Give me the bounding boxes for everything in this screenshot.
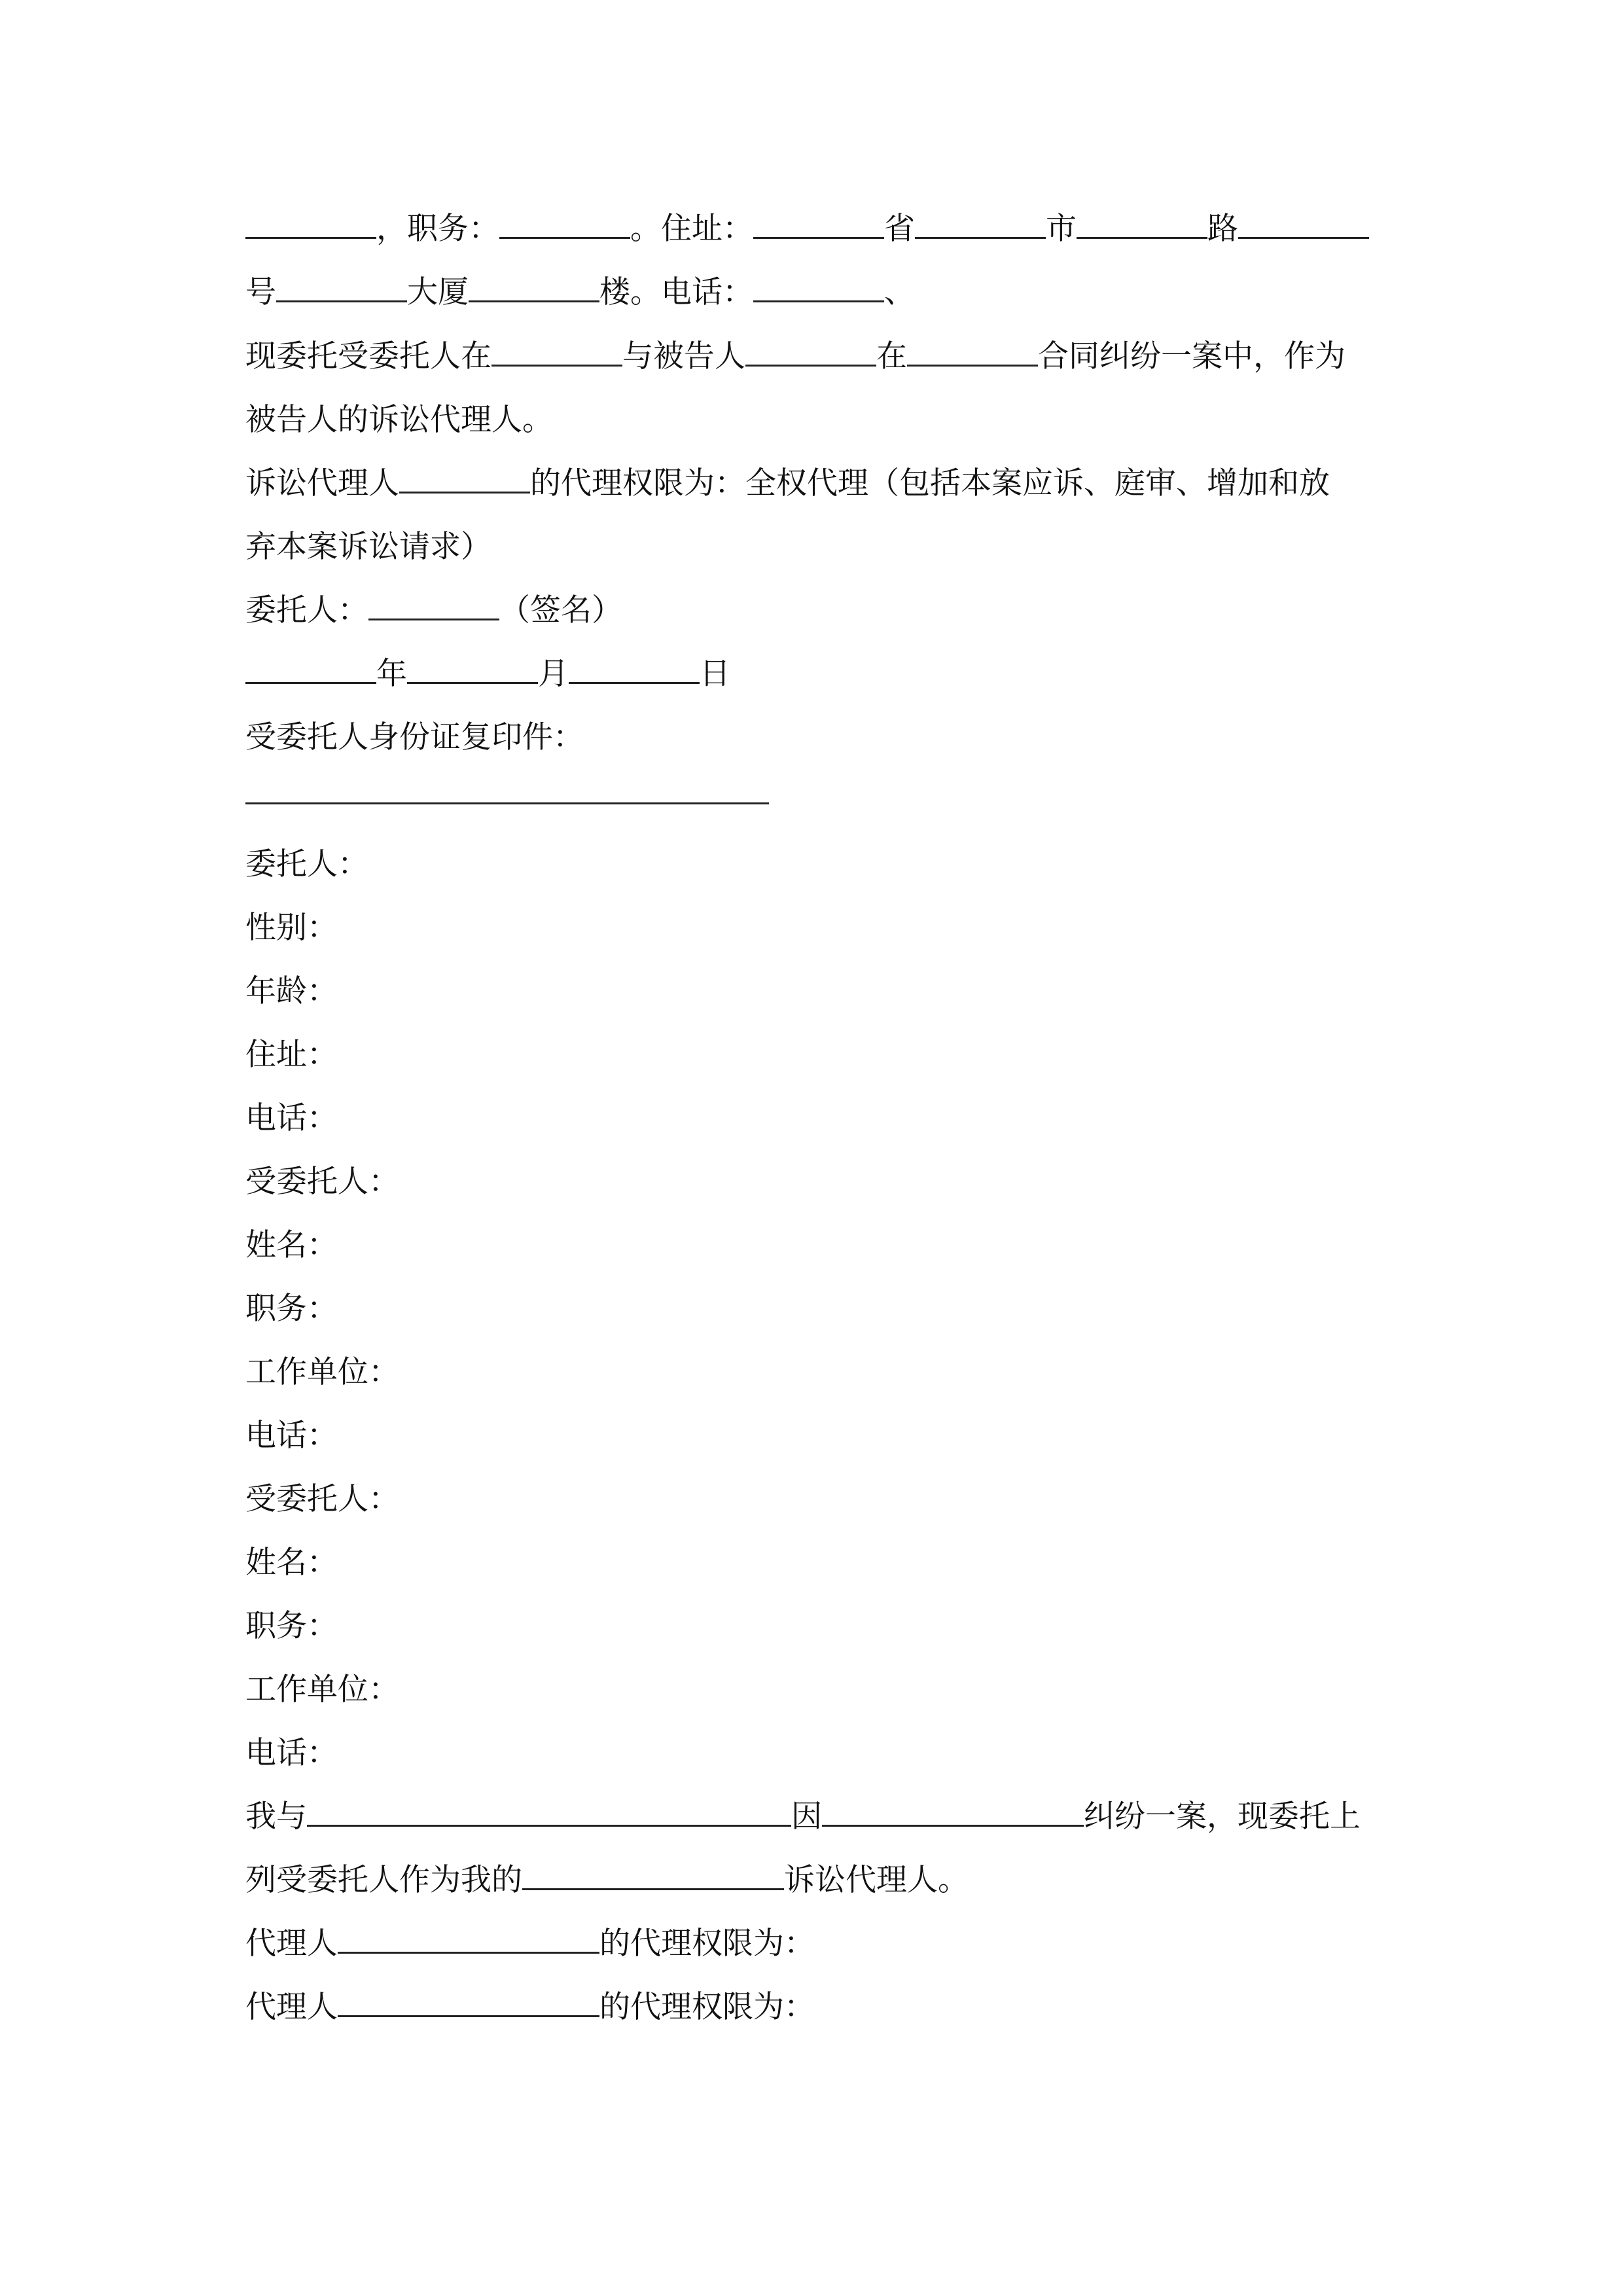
blank-defendant <box>745 338 876 367</box>
field-label: 电话： <box>245 1418 338 1454</box>
line-role: 被告人的诉讼代理人。 <box>245 402 553 438</box>
blank-number <box>276 274 407 302</box>
line-agent-authority-2: 代理人 的代理权限为： <box>245 1989 815 2025</box>
field-label: 委托人： <box>245 846 368 882</box>
field-label: 工作单位： <box>245 1354 399 1390</box>
blank-agent-1 <box>338 1926 599 1954</box>
blank-position <box>499 211 630 239</box>
line-date: 年 月 日 <box>245 655 730 694</box>
blank-name <box>245 211 376 239</box>
field-label: 电话： <box>245 1100 338 1136</box>
blank-year <box>245 656 376 684</box>
blank-stage <box>522 1862 784 1890</box>
field-label: 姓名： <box>245 1545 338 1581</box>
blank-province <box>753 211 884 239</box>
blank-agent <box>399 465 530 493</box>
blank-matter <box>907 338 1038 367</box>
field-label: 工作单位： <box>245 1672 399 1708</box>
line-position-address: ，职务： 。住址： 省 市 路 <box>245 209 1369 249</box>
blank-agent-2 <box>338 1989 599 2017</box>
field-label: 电话： <box>245 1735 338 1771</box>
line-agent-authority-1: 代理人 的代理权限为： <box>245 1926 815 1962</box>
line-authority: 诉讼代理人 的代理权限为：全权代理（包括本案应诉、庭审、增加和放 <box>245 465 1330 501</box>
blank-signature <box>368 592 499 620</box>
field-label: 性别： <box>245 910 338 946</box>
blank-cause <box>822 1799 1084 1827</box>
field-label: 受委托人： <box>245 1164 399 1200</box>
field-label: 年龄： <box>245 973 338 1009</box>
line-id-copy: 受委托人身份证复印件： <box>245 719 584 755</box>
line-building-phone: 号 大厦 楼。电话： 、 <box>245 274 915 310</box>
line-entrust: 现委托受委托人在 与被告人 在 合同纠纷一案中，作为 <box>245 338 1346 374</box>
blank-building <box>469 274 599 302</box>
blank-month <box>407 656 538 684</box>
blank-court <box>491 338 622 367</box>
line-appoint: 列受委托人作为我的 诉讼代理人。 <box>245 1862 969 1898</box>
field-label: 职务： <box>245 1608 338 1644</box>
blank-phone <box>753 274 884 302</box>
field-label: 姓名： <box>245 1227 338 1263</box>
field-label: 职务： <box>245 1291 338 1327</box>
line-signature: 委托人： （签名） <box>245 592 622 628</box>
blank-road-end <box>1238 211 1369 239</box>
field-label: 受委托人： <box>245 1481 399 1517</box>
blank-road <box>1077 211 1207 239</box>
field-label: 住址： <box>245 1037 338 1073</box>
blank-day <box>569 656 700 684</box>
line-authority-cont: 弃本案诉讼请求） <box>245 529 491 565</box>
blank-city <box>915 211 1046 239</box>
separator-line <box>245 781 769 821</box>
line-dispute: 我与 因 纠纷一案，现委托上 <box>245 1799 1361 1835</box>
blank-party <box>307 1799 791 1827</box>
